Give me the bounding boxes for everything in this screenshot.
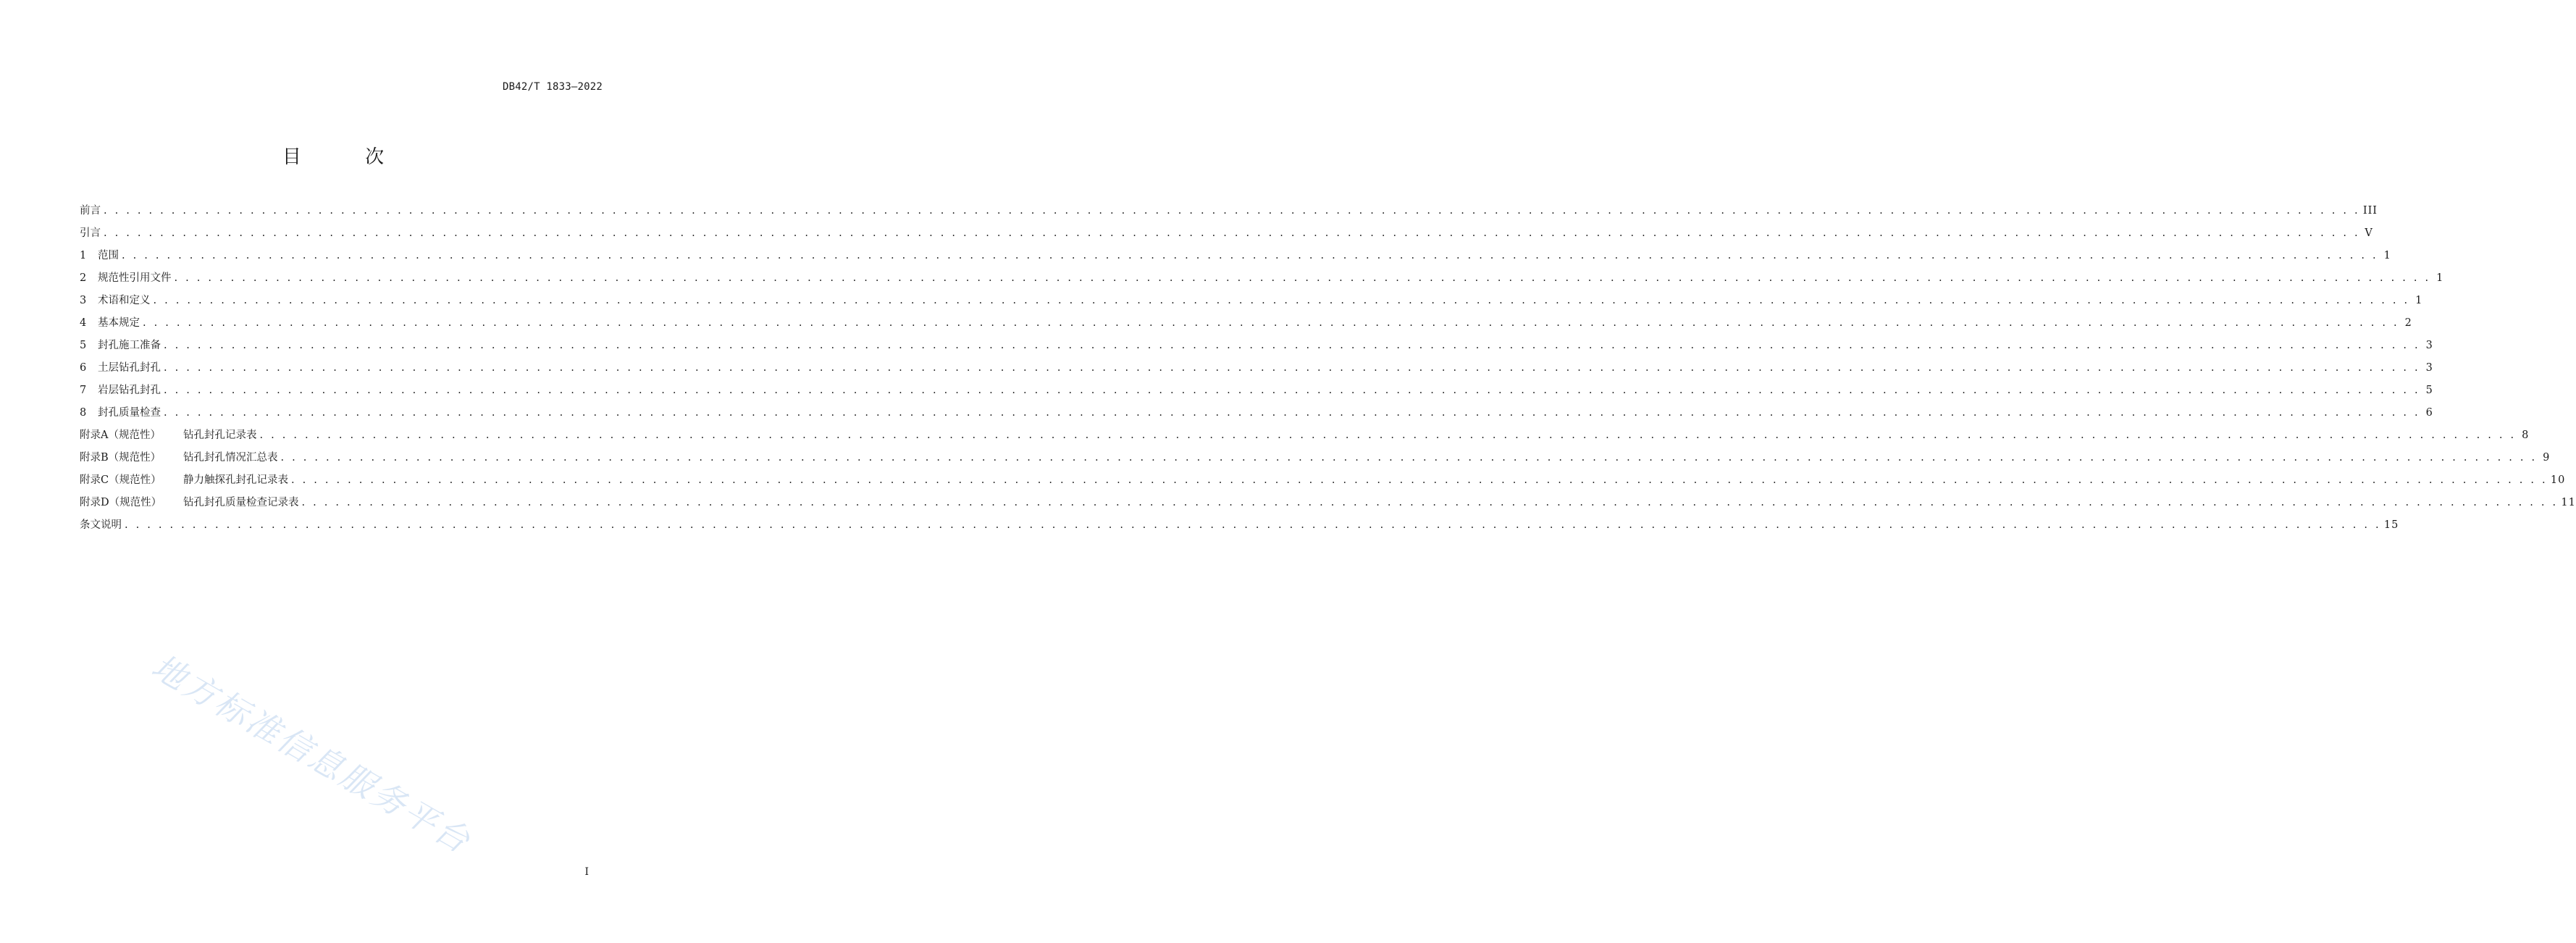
toc-entry-number: 8 — [80, 407, 87, 419]
toc-entry-appendix-label: 附录D（规范性） — [80, 497, 162, 508]
toc-dot-leader: . . . . . . . . . . . . . . . . . . . . . . . . . . . . . . . . . . . . . . . . . . . . . . . . . . . . . . . . . . . . . . . . . . . . . . . . . . . . . . . . . . . . . . . . . . . . . . . . . . . . . . . . . . . . . . . . . . . . . . . . . . . . . . . . . . . . . . . . . . . . . . . . . . . . . . . . . . . . . . . . . . . . . . . . . . . . . . . . . . . . . . . . . . . . . . . . . . . . . . . . — [125, 519, 2381, 531]
toc-entry-title: 静力触探孔封孔记录表 — [183, 474, 288, 486]
toc-entry[interactable] — [80, 449, 2551, 472]
toc-entry-page: 10 — [2550, 474, 2566, 486]
toc-entry-title: 钻孔封孔记录表 — [183, 429, 257, 441]
toc-entry-title: 岩层钻孔封孔 — [98, 385, 161, 396]
toc-entry-page: V — [2365, 227, 2373, 239]
toc-entry-title: 基本规定 — [98, 317, 140, 329]
toc-entry-number: 7 — [80, 385, 87, 396]
toc-entry-page: III — [2362, 205, 2378, 217]
toc-entry-number: 4 — [80, 317, 87, 329]
toc-dot-leader: . . . . . . . . . . . . . . . . . . . . . . . . . . . . . . . . . . . . . . . . . . . . . . . . . . . . . . . . . . . . . . . . . . . . . . . . . . . . . . . . . . . . . . . . . . . . . . . . . . . . . . . . . . . . . . . . . . . . . . . . . . . . . . . . . . . . . . . . . . . . . . . . . . . . . . . . . . . . . . . . . . . . . . . . . . . . . . . . . . . . . . . . . . . . . . . . . . . . . . . . — [301, 497, 2559, 508]
toc-entry-number: 5 — [80, 340, 87, 351]
toc-entry-title: 引言 — [80, 227, 101, 239]
toc-entry-number: 2 — [80, 272, 87, 284]
toc-entry-title: 钻孔封孔情况汇总表 — [183, 452, 278, 464]
toc-entry-title: 术语和定义 — [98, 295, 151, 306]
toc-dot-leader: . . . . . . . . . . . . . . . . . . . . . . . . . . . . . . . . . . . . . . . . . . . . . . . . . . . . . . . . . . . . . . . . . . . . . . . . . . . . . . . . . . . . . . . . . . . . . . . . . . . . . . . . . . . . . . . . . . . . . . . . . . . . . . . . . . . . . . . . . . . . . . . . . . . . . . . . . . . . . . . . . . . . . . . . . . . . . . . . . . . . . . . . . . . . . . . . . . . . . . . . — [104, 205, 2360, 217]
toc-entry-title: 封孔质量检查 — [98, 407, 161, 419]
toc-entry[interactable] — [80, 292, 2423, 314]
toc-dot-leader: . . . . . . . . . . . . . . . . . . . . . . . . . . . . . . . . . . . . . . . . . . . . . . . . . . . . . . . . . . . . . . . . . . . . . . . . . . . . . . . . . . . . . . . . . . . . . . . . . . . . . . . . . . . . . . . . . . . . . . . . . . . . . . . . . . . . . . . . . . . . . . . . . . . . . . . . . . . . . . . . . . . . . . . . . . . . . . . . . . . . . . . . . . . . . . . . . . . . . . . . — [291, 474, 2548, 486]
toc-entry[interactable] — [80, 359, 2433, 382]
toc-entry-title: 钻孔封孔质量检查记录表 — [183, 497, 299, 508]
toc-entry-page: 1 — [2415, 295, 2423, 306]
toc-entry[interactable] — [80, 516, 2399, 539]
toc-entry-title: 条文说明 — [80, 519, 122, 531]
toc-dot-leader: . . . . . . . . . . . . . . . . . . . . . . . . . . . . . . . . . . . . . . . . . . . . . . . . . . . . . . . . . . . . . . . . . . . . . . . . . . . . . . . . . . . . . . . . . . . . . . . . . . . . . . . . . . . . . . . . . . . . . . . . . . . . . . . . . . . . . . . . . . . . . . . . . . . . . . . . . . . . . . . . . . . . . . . . . . . . . . . . . . . . . . . . . . . . . . . . . . . . . . . . — [104, 227, 2360, 239]
toc-dot-leader: . . . . . . . . . . . . . . . . . . . . . . . . . . . . . . . . . . . . . . . . . . . . . . . . . . . . . . . . . . . . . . . . . . . . . . . . . . . . . . . . . . . . . . . . . . . . . . . . . . . . . . . . . . . . . . . . . . . . . . . . . . . . . . . . . . . . . . . . . . . . . . . . . . . . . . . . . . . . . . . . . . . . . . . . . . . . . . . . . . . . . . . . . . . . . . . . . . . . . . . . — [164, 340, 2420, 351]
table-of-contents — [80, 202, 2576, 539]
toc-entry-title: 土层钻孔封孔 — [98, 362, 161, 374]
page-number: I — [584, 866, 589, 878]
toc-entry-page: 8 — [2522, 429, 2530, 441]
toc-entry-title: 封孔施工准备 — [98, 340, 161, 351]
toc-entry[interactable] — [80, 247, 2391, 269]
toc-dot-leader: . . . . . . . . . . . . . . . . . . . . . . . . . . . . . . . . . . . . . . . . . . . . . . . . . . . . . . . . . . . . . . . . . . . . . . . . . . . . . . . . . . . . . . . . . . . . . . . . . . . . . . . . . . . . . . . . . . . . . . . . . . . . . . . . . . . . . . . . . . . . . . . . . . . . . . . . . . . . . . . . . . . . . . . . . . . . . . . . . . . . . . . . . . . . . . . . . . . . . . . . — [174, 272, 2431, 284]
toc-entry[interactable] — [80, 269, 2444, 292]
toc-dot-leader: . . . . . . . . . . . . . . . . . . . . . . . . . . . . . . . . . . . . . . . . . . . . . . . . . . . . . . . . . . . . . . . . . . . . . . . . . . . . . . . . . . . . . . . . . . . . . . . . . . . . . . . . . . . . . . . . . . . . . . . . . . . . . . . . . . . . . . . . . . . . . . . . . . . . . . . . . . . . . . . . . . . . . . . . . . . . . . . . . . . . . . . . . . . . . . . . . . . . . . . . — [280, 452, 2538, 464]
toc-entry-number: 1 — [80, 250, 87, 261]
toc-dot-leader: . . . . . . . . . . . . . . . . . . . . . . . . . . . . . . . . . . . . . . . . . . . . . . . . . . . . . . . . . . . . . . . . . . . . . . . . . . . . . . . . . . . . . . . . . . . . . . . . . . . . . . . . . . . . . . . . . . . . . . . . . . . . . . . . . . . . . . . . . . . . . . . . . . . . . . . . . . . . . . . . . . . . . . . . . . . . . . . . . . . . . . . . . . . . . . . . . . . . . . . . — [259, 429, 2517, 441]
toc-entry-page: 2 — [2404, 317, 2412, 329]
toc-entry-appendix-label: 附录A（规范性） — [80, 429, 161, 441]
toc-entry[interactable] — [80, 494, 2576, 516]
toc-entry[interactable] — [80, 427, 2530, 449]
toc-entry-page: 9 — [2543, 452, 2551, 464]
toc-entry-page: 3 — [2425, 340, 2433, 351]
toc-entry-title: 前言 — [80, 205, 101, 217]
toc-entry-page: 1 — [2436, 272, 2444, 284]
toc-entry-title: 范围 — [98, 250, 119, 261]
toc-entry-page: 1 — [2383, 250, 2391, 261]
toc-entry-page: 3 — [2425, 362, 2433, 374]
toc-title: 目 次 — [282, 146, 414, 168]
toc-entry-page: 15 — [2383, 519, 2399, 531]
toc-entry-page: 5 — [2425, 385, 2433, 396]
toc-entry-title: 规范性引用文件 — [98, 272, 172, 284]
toc-entry-number: 6 — [80, 362, 87, 374]
toc-entry[interactable] — [80, 225, 2373, 247]
document-code: DB42/T 1833—2022 — [502, 81, 603, 93]
toc-dot-leader: . . . . . . . . . . . . . . . . . . . . . . . . . . . . . . . . . . . . . . . . . . . . . . . . . . . . . . . . . . . . . . . . . . . . . . . . . . . . . . . . . . . . . . . . . . . . . . . . . . . . . . . . . . . . . . . . . . . . . . . . . . . . . . . . . . . . . . . . . . . . . . . . . . . . . . . . . . . . . . . . . . . . . . . . . . . . . . . . . . . . . . . . . . . . . . . . . . . . . . . . — [143, 317, 2399, 329]
toc-entry-number: 3 — [80, 295, 87, 306]
toc-dot-leader: . . . . . . . . . . . . . . . . . . . . . . . . . . . . . . . . . . . . . . . . . . . . . . . . . . . . . . . . . . . . . . . . . . . . . . . . . . . . . . . . . . . . . . . . . . . . . . . . . . . . . . . . . . . . . . . . . . . . . . . . . . . . . . . . . . . . . . . . . . . . . . . . . . . . . . . . . . . . . . . . . . . . . . . . . . . . . . . . . . . . . . . . . . . . . . . . . . . . . . . . — [164, 385, 2420, 396]
toc-dot-leader: . . . . . . . . . . . . . . . . . . . . . . . . . . . . . . . . . . . . . . . . . . . . . . . . . . . . . . . . . . . . . . . . . . . . . . . . . . . . . . . . . . . . . . . . . . . . . . . . . . . . . . . . . . . . . . . . . . . . . . . . . . . . . . . . . . . . . . . . . . . . . . . . . . . . . . . . . . . . . . . . . . . . . . . . . . . . . . . . . . . . . . . . . . . . . . . . . . . . . . . . — [164, 407, 2420, 419]
watermark: 地方标准信息服务平台 — [145, 646, 479, 862]
toc-entry-appendix-label: 附录C（规范性） — [80, 474, 161, 486]
toc-entry-page: 11 — [2561, 497, 2576, 508]
toc-entry[interactable] — [80, 382, 2433, 404]
toc-entry[interactable] — [80, 314, 2412, 337]
toc-entry-appendix-label: 附录B（规范性） — [80, 452, 161, 464]
toc-dot-leader: . . . . . . . . . . . . . . . . . . . . . . . . . . . . . . . . . . . . . . . . . . . . . . . . . . . . . . . . . . . . . . . . . . . . . . . . . . . . . . . . . . . . . . . . . . . . . . . . . . . . . . . . . . . . . . . . . . . . . . . . . . . . . . . . . . . . . . . . . . . . . . . . . . . . . . . . . . . . . . . . . . . . . . . . . . . . . . . . . . . . . . . . . . . . . . . . . . . . . . . . — [164, 362, 2420, 374]
toc-entry[interactable] — [80, 337, 2433, 359]
toc-dot-leader: . . . . . . . . . . . . . . . . . . . . . . . . . . . . . . . . . . . . . . . . . . . . . . . . . . . . . . . . . . . . . . . . . . . . . . . . . . . . . . . . . . . . . . . . . . . . . . . . . . . . . . . . . . . . . . . . . . . . . . . . . . . . . . . . . . . . . . . . . . . . . . . . . . . . . . . . . . . . . . . . . . . . . . . . . . . . . . . . . . . . . . . . . . . . . . . . . . . . . . . . — [153, 295, 2410, 306]
toc-entry[interactable] — [80, 404, 2433, 427]
toc-dot-leader: . . . . . . . . . . . . . . . . . . . . . . . . . . . . . . . . . . . . . . . . . . . . . . . . . . . . . . . . . . . . . . . . . . . . . . . . . . . . . . . . . . . . . . . . . . . . . . . . . . . . . . . . . . . . . . . . . . . . . . . . . . . . . . . . . . . . . . . . . . . . . . . . . . . . . . . . . . . . . . . . . . . . . . . . . . . . . . . . . . . . . . . . . . . . . . . . . . . . . . . . — [122, 250, 2378, 261]
toc-entry-page: 6 — [2425, 407, 2433, 419]
toc-entry[interactable] — [80, 472, 2566, 494]
toc-entry[interactable] — [80, 202, 2378, 225]
